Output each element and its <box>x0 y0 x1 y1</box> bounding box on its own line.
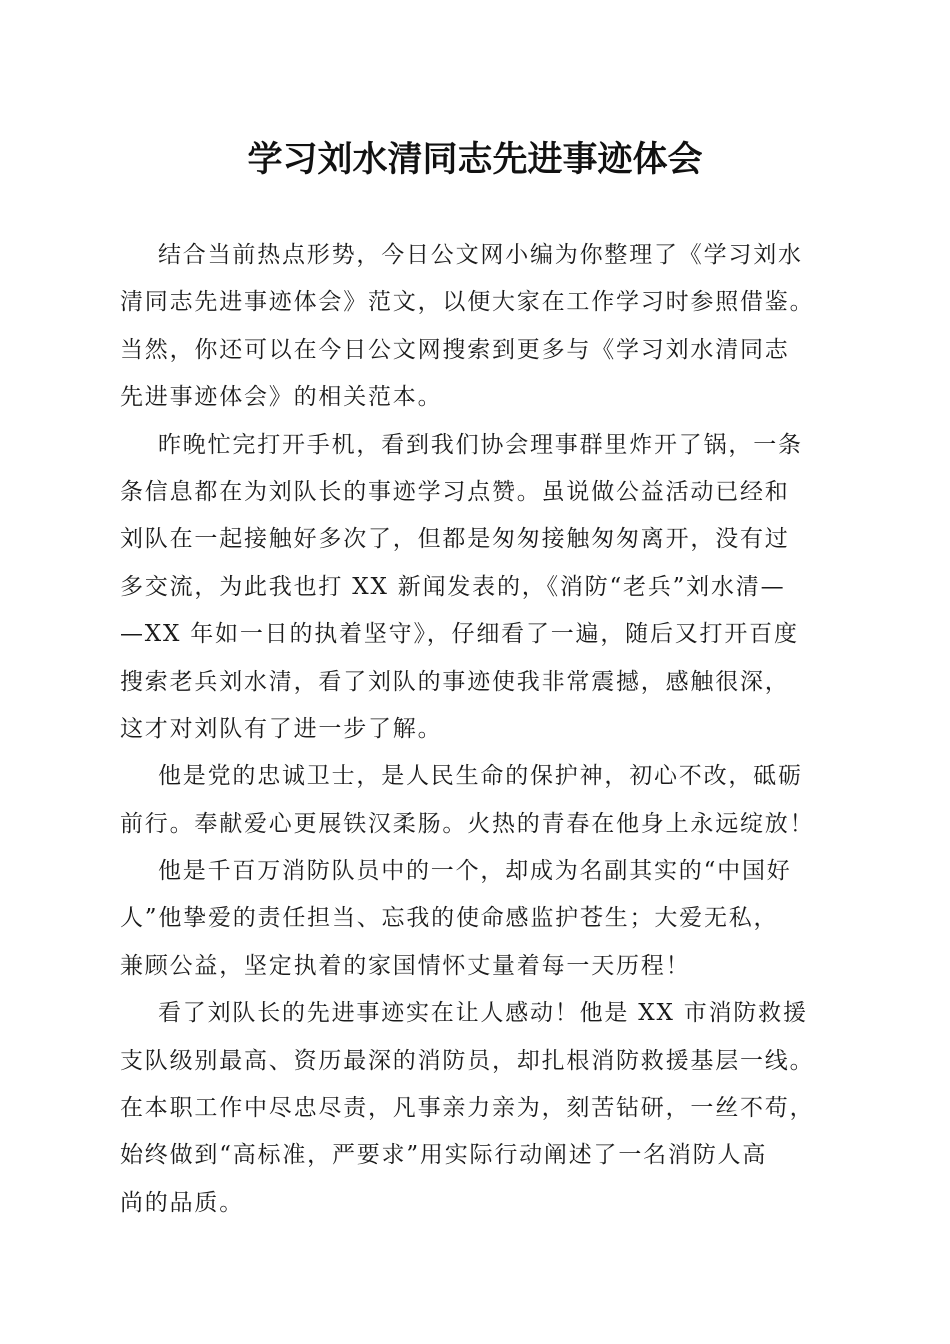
text-line: 搜索老兵刘水清，看了刘队的事迹使我非常震撼，感触很深， <box>120 668 790 695</box>
text-line: 当然，你还可以在今日公文网搜索到更多与《学习刘水清同志 <box>120 336 790 363</box>
text-line: 他是党的忠诚卫士，是人民生命的保护神，初心不改，砥砺 <box>158 763 803 790</box>
text-line: —XX 年如一日的执着坚守》，仔细看了一遍，随后又打开百度 <box>120 621 799 648</box>
text-line: 兼顾公益，坚定执着的家国情怀丈量着每一天历程！ <box>120 952 691 979</box>
text-line: 刘队在一起接触好多次了，但都是匆匆接触匆匆离开，没有过 <box>120 526 790 553</box>
text-line: 多交流，为此我也打 XX 新闻发表的，《消防“老兵”刘水清— <box>120 573 786 600</box>
paragraph-3 <box>120 753 840 848</box>
text-line: 人”他挚爱的责任担当、忘我的使命感监护苍生；大爱无私， <box>120 905 779 932</box>
paragraph-5 <box>120 990 840 1227</box>
text-line: 始终做到“高标准，严要求”用实际行动阐述了一名消防人高 <box>120 1142 768 1169</box>
text-line: 支队级别最高、资历最深的消防员，却扎根消防救援基层一线。 <box>120 1047 815 1074</box>
text-line: 昨晚忙完打开手机，看到我们协会理事群里炸开了锅，一条 <box>158 431 803 458</box>
document-title: 学习刘水清同志先进事迹体会 <box>247 139 703 180</box>
text-line: 他是千百万消防队员中的一个，却成为名副其实的“中国好 <box>158 858 792 885</box>
text-line: 看了刘队长的先进事迹实在让人感动！他是 XX 市消防救援 <box>158 1000 808 1027</box>
text-line: 清同志先进事迹体会》范文，以便大家在工作学习时参照借鉴。 <box>120 289 815 316</box>
text-line: 尚的品质。 <box>120 1189 244 1216</box>
text-line: 结合当前热点形势，今日公文网小编为你整理了《学习刘水 <box>158 242 803 268</box>
text-line: 先进事迹体会》的相关范本。 <box>120 384 443 411</box>
text-line: 前行。奉献爱心更展铁汉柔肠。火热的青春在他身上永远绽放！ <box>120 810 815 837</box>
paragraph-1 <box>120 232 840 422</box>
text-line: 在本职工作中尽忠尽责，凡事亲力亲为，刻苦钻研，一丝不苟， <box>120 1095 815 1122</box>
text-line: 这才对刘队有了进一步了解。 <box>120 715 443 742</box>
document-body <box>120 232 840 1227</box>
text-line: 条信息都在为刘队长的事迹学习点赞。虽说做公益活动已经和 <box>120 478 790 505</box>
paragraph-4 <box>120 848 840 990</box>
paragraph-2 <box>120 422 840 754</box>
